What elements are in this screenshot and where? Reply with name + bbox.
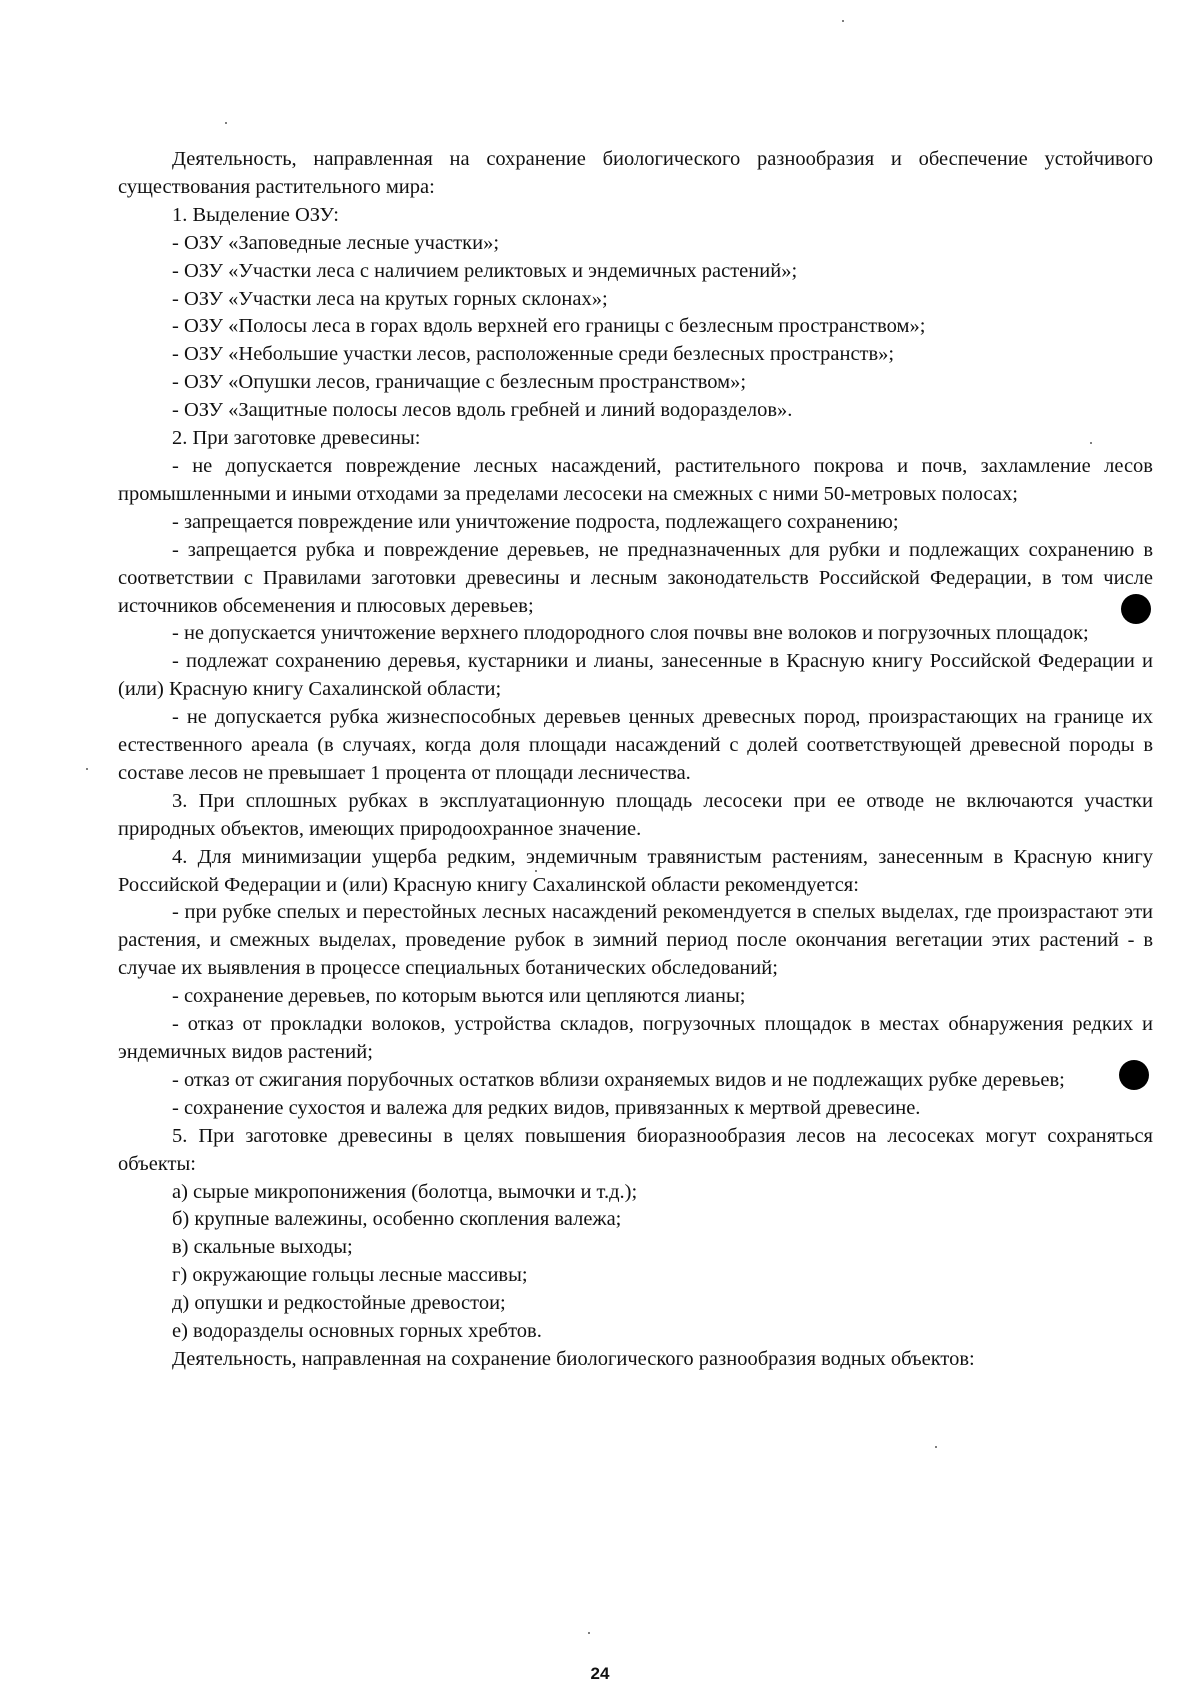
list-item: - ОЗУ «Участки леса на крутых горных склонах»; xyxy=(172,287,608,310)
paragraph: Деятельность, направленная на сохранение биологического разнообразия и обеспечение устойчивого существования растительного мира: xyxy=(118,148,1153,198)
scan-hole-mark xyxy=(1121,594,1151,624)
list-item: - сохранение деревьев, по которым вьются или цепляются лианы; xyxy=(172,985,746,1008)
list-item: - ОЗУ «Полосы леса в горах вдоль верхней его границы с безлесным пространством»; xyxy=(172,315,926,338)
paragraph: 3. При сплошных рубках в эксплуатационную площадь лесосеки при ее отводе не включаются участки природных объектов, имеющих природоохранное значение. xyxy=(118,789,1153,840)
list-item: - ОЗУ «Заповедные лесные участки»; xyxy=(172,231,500,254)
scan-speck xyxy=(535,870,537,872)
document-body xyxy=(118,146,1153,1374)
list-item: - подлежат сохранению деревья, кустарники и лианы, занесенные в Красную книгу Российской Федерации и (или) Красную книгу Сахалинской области; xyxy=(118,650,1153,701)
scan-speck xyxy=(935,1446,937,1448)
scan-speck xyxy=(86,768,88,770)
paragraph: 4. Для минимизации ущерба редким, эндемичным травянистым растениям, занесенным в Красную книгу Российской Федерации и (или) Красную книгу Сахалинской области рекомендуется: xyxy=(118,845,1153,896)
list-item: - запрещается рубка и повреждение деревьев, не предназначенных для рубки и подлежащих сохранению в соответствии с Правилами заготовки древесины и лесным законодательств Российской Федерации, в том числе источников обсеменения и плюсовых деревьев; xyxy=(118,538,1153,617)
scan-hole-mark xyxy=(1119,1060,1149,1090)
paragraph: 5. При заготовке древесины в целях повышения биоразнообразия лесов на лесосеках могут сохраняться объекты: xyxy=(118,1124,1153,1175)
list-item: - отказ от сжигания порубочных остатков вблизи охраняемых видов и не подлежащих рубке деревьев; xyxy=(172,1068,1065,1091)
list-item: в) скальные выходы; xyxy=(172,1236,353,1259)
list-item: - сохранение сухостоя и валежа для редких видов, привязанных к мертвой древесине. xyxy=(172,1096,921,1119)
page-number: 24 xyxy=(590,1664,610,1683)
list-item: - запрещается повреждение или уничтожение подроста, подлежащего сохранению; xyxy=(172,510,899,533)
list-item: - не допускается уничтожение верхнего плодородного слоя почвы вне волоков и погрузочных площадок; xyxy=(172,622,1089,645)
list-item: - ОЗУ «Участки леса с наличием реликтовых и эндемичных растений»; xyxy=(172,259,798,282)
list-item: - не допускается рубка жизнеспособных деревьев ценных древесных пород, произрастающих на границе их естественного ареала (в случаях, когда доля площади насаждений с долей соответствующей древесной породы в составе лесов не превышает 1 процента от площади лесничества. xyxy=(118,706,1153,784)
scan-speck xyxy=(225,122,227,124)
list-item: - при рубке спелых и перестойных лесных насаждений рекомендуется в спелых выделах, где произрастают эти растения, и смежных выделах, проведение рубок в зимний период после окончания вегетации этих растений - в случае их выявления в процессе специальных ботанических обследований; xyxy=(118,901,1153,980)
list-item: е) водоразделы основных горных хребтов. xyxy=(172,1320,542,1343)
paragraph: 2. При заготовке древесины: xyxy=(172,427,421,450)
list-item: б) крупные валежины, особенно скопления валежа; xyxy=(172,1208,622,1231)
scan-speck xyxy=(1090,442,1092,444)
list-item: - ОЗУ «Опушки лесов, граничащие с безлесным пространством»; xyxy=(172,371,747,394)
scan-speck xyxy=(588,1632,590,1634)
paragraph: Деятельность, направленная на сохранение биологического разнообразия водных объектов: xyxy=(172,1347,975,1370)
list-item: - не допускается повреждение лесных насаждений, растительного покрова и почв, захламление лесов промышленными и иными отходами за пределами лесосеки на смежных с ними 50-метровых полосах; xyxy=(118,454,1153,505)
list-item: д) опушки и редкостойные древостои; xyxy=(172,1292,506,1315)
list-item: г) окружающие гольцы лесные массивы; xyxy=(172,1264,528,1287)
paragraph: 1. Выделение ОЗУ: xyxy=(172,203,339,226)
list-item: - отказ от прокладки волоков, устройства складов, погрузочных площадок в местах обнаружения редких и эндемичных видов растений; xyxy=(118,1013,1153,1063)
list-item: - ОЗУ «Защитные полосы лесов вдоль гребней и линий водоразделов». xyxy=(172,399,793,422)
list-item: а) сырые микропонижения (болотца, вымочки и т.д.); xyxy=(172,1180,638,1203)
scan-speck xyxy=(842,20,844,22)
list-item: - ОЗУ «Небольшие участки лесов, расположенные среди безлесных пространств»; xyxy=(172,343,895,366)
